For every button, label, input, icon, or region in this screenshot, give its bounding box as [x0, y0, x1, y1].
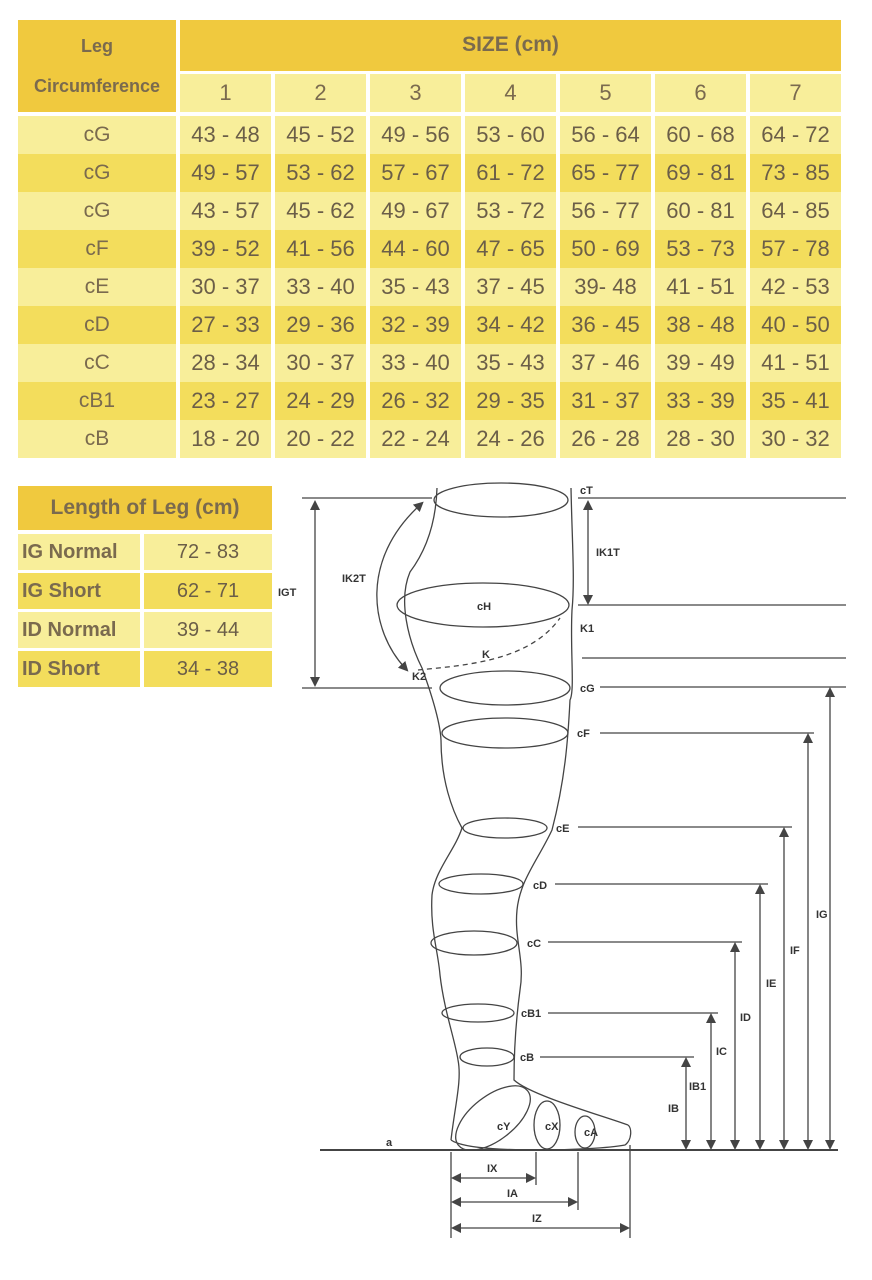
label-K1: K1	[580, 623, 595, 635]
leg-outline-front	[514, 488, 628, 1125]
size-cell: 27 - 33	[178, 306, 273, 344]
size-cell: 53 - 73	[653, 230, 748, 268]
label-IX: IX	[487, 1163, 498, 1175]
size-cell: 37 - 45	[463, 268, 558, 306]
circ-cF-ellipse	[442, 718, 568, 748]
size-cell: 36 - 45	[558, 306, 653, 344]
label-cB: cB	[520, 1052, 535, 1064]
size-cell: 45 - 52	[273, 114, 368, 154]
size-cell: 30 - 32	[748, 420, 841, 458]
size-number: 5	[558, 72, 653, 114]
label-IG: IG	[816, 909, 828, 921]
label-cD: cD	[533, 880, 548, 892]
size-cell: 64 - 72	[748, 114, 841, 154]
label-cA: cA	[584, 1127, 599, 1139]
label-cY: cY	[497, 1121, 511, 1133]
size-cell: 43 - 57	[178, 192, 273, 230]
size-cell: 23 - 27	[178, 382, 273, 420]
size-cell: 44 - 60	[368, 230, 463, 268]
arrow-IK2T	[377, 505, 420, 668]
size-cell: 56 - 77	[558, 192, 653, 230]
label-ID: ID	[740, 1012, 751, 1024]
size-cell: 34 - 42	[463, 306, 558, 344]
size-cell: 50 - 69	[558, 230, 653, 268]
label-cH: cH	[477, 601, 492, 613]
length-value: 39 - 44	[142, 611, 272, 650]
size-cell: 29 - 35	[463, 382, 558, 420]
length-value: 34 - 38	[142, 650, 272, 689]
leg-header-line1: Leg	[80, 36, 113, 56]
label-IZ: IZ	[532, 1213, 542, 1225]
length-label: IG Short	[18, 572, 142, 611]
length-label: ID Normal	[18, 611, 142, 650]
size-cell: 53 - 60	[463, 114, 558, 154]
size-number: 3	[368, 72, 463, 114]
label-cX: cX	[545, 1121, 559, 1133]
size-cell: 39 - 52	[178, 230, 273, 268]
size-cell: 30 - 37	[178, 268, 273, 306]
size-cell: 43 - 48	[178, 114, 273, 154]
size-cell: 47 - 65	[463, 230, 558, 268]
size-cell: 28 - 30	[653, 420, 748, 458]
size-cell: 35 - 43	[368, 268, 463, 306]
label-IB1: IB1	[689, 1081, 707, 1093]
length-header: Length of Leg (cm)	[18, 486, 272, 532]
size-cell: 20 - 22	[273, 420, 368, 458]
size-cell: 57 - 67	[368, 154, 463, 192]
size-cell: 35 - 41	[748, 382, 841, 420]
circ-cB1-ellipse	[442, 1004, 514, 1022]
size-cell: 29 - 36	[273, 306, 368, 344]
size-cell: 39 - 49	[653, 344, 748, 382]
size-cell: 26 - 28	[558, 420, 653, 458]
row-label: cB	[18, 420, 178, 458]
label-cB1: cB1	[521, 1008, 542, 1020]
label-cG: cG	[580, 683, 595, 695]
size-number: 4	[463, 72, 558, 114]
size-cell: 26 - 32	[368, 382, 463, 420]
leg-header-line2: Circumference	[33, 76, 161, 96]
label-IC: IC	[716, 1046, 727, 1058]
size-cell: 64 - 85	[748, 192, 841, 230]
size-cell: 30 - 37	[273, 344, 368, 382]
size-cell: 41 - 56	[273, 230, 368, 268]
label-IE: IE	[766, 978, 777, 990]
size-cell: 33 - 40	[368, 344, 463, 382]
size-cell: 49 - 56	[368, 114, 463, 154]
size-cell: 60 - 68	[653, 114, 748, 154]
size-cell: 33 - 39	[653, 382, 748, 420]
size-cell: 39- 48	[558, 268, 653, 306]
size-cell: 35 - 43	[463, 344, 558, 382]
circ-cD-ellipse	[439, 874, 523, 894]
size-number: 1	[178, 72, 273, 114]
size-cell: 53 - 62	[273, 154, 368, 192]
label-cC: cC	[527, 938, 542, 950]
label-K: K	[482, 649, 490, 661]
row-label: cG	[18, 154, 178, 192]
size-cell: 41 - 51	[653, 268, 748, 306]
size-cell: 24 - 29	[273, 382, 368, 420]
leg-outline-back	[405, 488, 462, 1140]
size-number: 2	[273, 72, 368, 114]
row-label: cB1	[18, 382, 178, 420]
circ-cG-ellipse	[440, 671, 570, 705]
label-IGT: IGT	[278, 587, 297, 599]
size-cell: 41 - 51	[748, 344, 841, 382]
label-cE: cE	[556, 823, 570, 835]
size-cell: 42 - 53	[748, 268, 841, 306]
length-label: IG Normal	[18, 532, 142, 572]
row-label: cF	[18, 230, 178, 268]
size-cell: 37 - 46	[558, 344, 653, 382]
row-label: cE	[18, 268, 178, 306]
label-a: a	[386, 1137, 393, 1149]
size-cell: 40 - 50	[748, 306, 841, 344]
size-number: 7	[748, 72, 841, 114]
circ-cT-ellipse	[434, 483, 568, 517]
size-cell: 69 - 81	[653, 154, 748, 192]
size-cell: 22 - 24	[368, 420, 463, 458]
circ-cE-ellipse	[463, 818, 547, 838]
size-cell: 57 - 78	[748, 230, 841, 268]
size-cell: 45 - 62	[273, 192, 368, 230]
label-IK2T: IK2T	[342, 573, 366, 585]
length-value: 62 - 71	[142, 572, 272, 611]
size-cell: 49 - 57	[178, 154, 273, 192]
knee-line-K	[418, 618, 560, 670]
circ-cC-ellipse	[431, 931, 517, 955]
label-cF: cF	[577, 728, 590, 740]
label-cT: cT	[580, 485, 593, 497]
label-IA: IA	[507, 1188, 518, 1200]
row-label: cC	[18, 344, 178, 382]
label-IK1T: IK1T	[596, 547, 620, 559]
size-cell: 65 - 77	[558, 154, 653, 192]
size-number: 6	[653, 72, 748, 114]
size-cell: 33 - 40	[273, 268, 368, 306]
size-header: SIZE (cm)	[178, 20, 841, 72]
label-IF: IF	[790, 945, 800, 957]
length-label: ID Short	[18, 650, 142, 689]
label-IB: IB	[668, 1103, 679, 1115]
size-cell: 56 - 64	[558, 114, 653, 154]
size-cell: 61 - 72	[463, 154, 558, 192]
size-cell: 31 - 37	[558, 382, 653, 420]
size-cell: 73 - 85	[748, 154, 841, 192]
row-label: cG	[18, 114, 178, 154]
label-K2: K2	[412, 671, 427, 683]
row-label: cD	[18, 306, 178, 344]
circ-cB-ellipse	[460, 1048, 514, 1066]
row-label: cG	[18, 192, 178, 230]
size-cell: 53 - 72	[463, 192, 558, 230]
size-cell: 49 - 67	[368, 192, 463, 230]
size-cell: 24 - 26	[463, 420, 558, 458]
size-cell: 28 - 34	[178, 344, 273, 382]
size-cell: 38 - 48	[653, 306, 748, 344]
size-cell: 60 - 81	[653, 192, 748, 230]
length-value: 72 - 83	[142, 532, 272, 572]
size-cell: 18 - 20	[178, 420, 273, 458]
size-cell: 32 - 39	[368, 306, 463, 344]
